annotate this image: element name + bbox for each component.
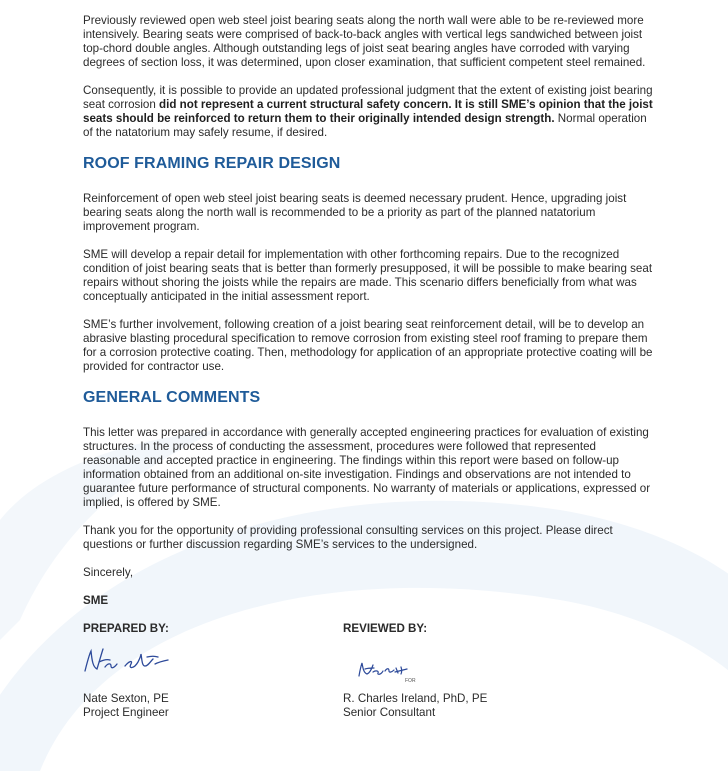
- judgment-bold-statement: did not represent a current structural safety concern. It is still SME’s opinion that the joist seats should be reinforced to return them to their originally intended design strength.: [83, 98, 653, 125]
- paragraph-disclaimer: This letter was prepared in accordance with generally accepted engineering practices for evaluation of existing structures. In the process of conducting the assessment, procedures were followed that represented reasonable and accepted practice in engineering. The findings within this report were based on follow-up information obtained from an additional on-site investigation. Findings and observations are not intended to guarantee future performance of structural components. No warranty of materials or applications, expressed or implied, is offered by SME.: [83, 426, 651, 509]
- letter-body: [83, 14, 653, 742]
- section-heading-roof-framing: ROOF FRAMING REPAIR DESIGN: [83, 155, 341, 172]
- paragraph-repair-detail: SME will develop a repair detail for implementation with other forthcoming repairs. Due to the recognized condition of joist bearing seats that is better than formerly presupposed, it will be possible to make bearing seat repairs without shoring the joists while the repairs are made. This scenario differs beneficially from what was conceptually anticipated in the initial assessment report.: [83, 248, 653, 303]
- paragraph-reinforcement: Reinforcement of open web steel joist bearing seats is deemed necessary prudent. Hence, upgrading joist bearing seats along the north wall is recommended to be a priority as part of the planned natatorium improvement program.: [83, 192, 627, 233]
- prepared-signature-image: [83, 644, 173, 678]
- reviewed-signature-image: [343, 656, 433, 690]
- judgment-text-end: Normal operation of the natatorium may safely resume, if desired.: [83, 112, 647, 139]
- prepared-by-column: [83, 622, 323, 720]
- paragraph-professional-judgment: [83, 84, 653, 140]
- prepared-name: Nate Sexton, PE: [83, 692, 169, 705]
- reviewed-name: R. Charles Ireland, PhD, PE: [343, 692, 488, 705]
- paragraph-joist-review: Previously reviewed open web steel joist bearing seats along the north wall were able to be re-reviewed more intensively. Bearing seats were comprised of back-to-back angles with vertical legs sandwiched between joist top-chord double angles. Although outstanding legs of joist seat bearing angles have corroded with varying degrees of section loss, it was determined, upon closer examination, that sufficient competent steel remained.: [83, 14, 646, 69]
- closing-salutation: Sincerely,: [83, 566, 134, 579]
- prepared-by-label: PREPARED BY:: [83, 622, 169, 635]
- section-heading-general-comments: GENERAL COMMENTS: [83, 389, 261, 406]
- prepared-title: Project Engineer: [83, 706, 169, 719]
- reviewed-title: Senior Consultant: [343, 706, 436, 719]
- reviewed-by-label: REVIEWED BY:: [343, 622, 428, 635]
- reviewed-signature-for-note: FOR: [405, 678, 416, 684]
- company-name: SME: [83, 594, 109, 607]
- judgment-text-start: Consequently, it is possible to provide an updated professional judgment that the extent of existing joist bearing seat corrosion: [83, 84, 653, 111]
- paragraph-thank-you: Thank you for the opportunity of providing professional consulting services on this project. Please direct questions or further discussion regarding SME’s services to the undersigned.: [83, 524, 613, 551]
- reviewed-by-column: [343, 622, 583, 720]
- paragraph-further-involvement: SME’s further involvement, following creation of a joist bearing seat reinforcement detail, will be to develop an abrasive blasting procedural specification to remove corrosion from existing steel roof framing to prepare them for a corrosion protective coating. Then, methodology for application of an appropriate protective coating will be provided for contractor use.: [83, 318, 653, 373]
- signature-block: [83, 622, 653, 742]
